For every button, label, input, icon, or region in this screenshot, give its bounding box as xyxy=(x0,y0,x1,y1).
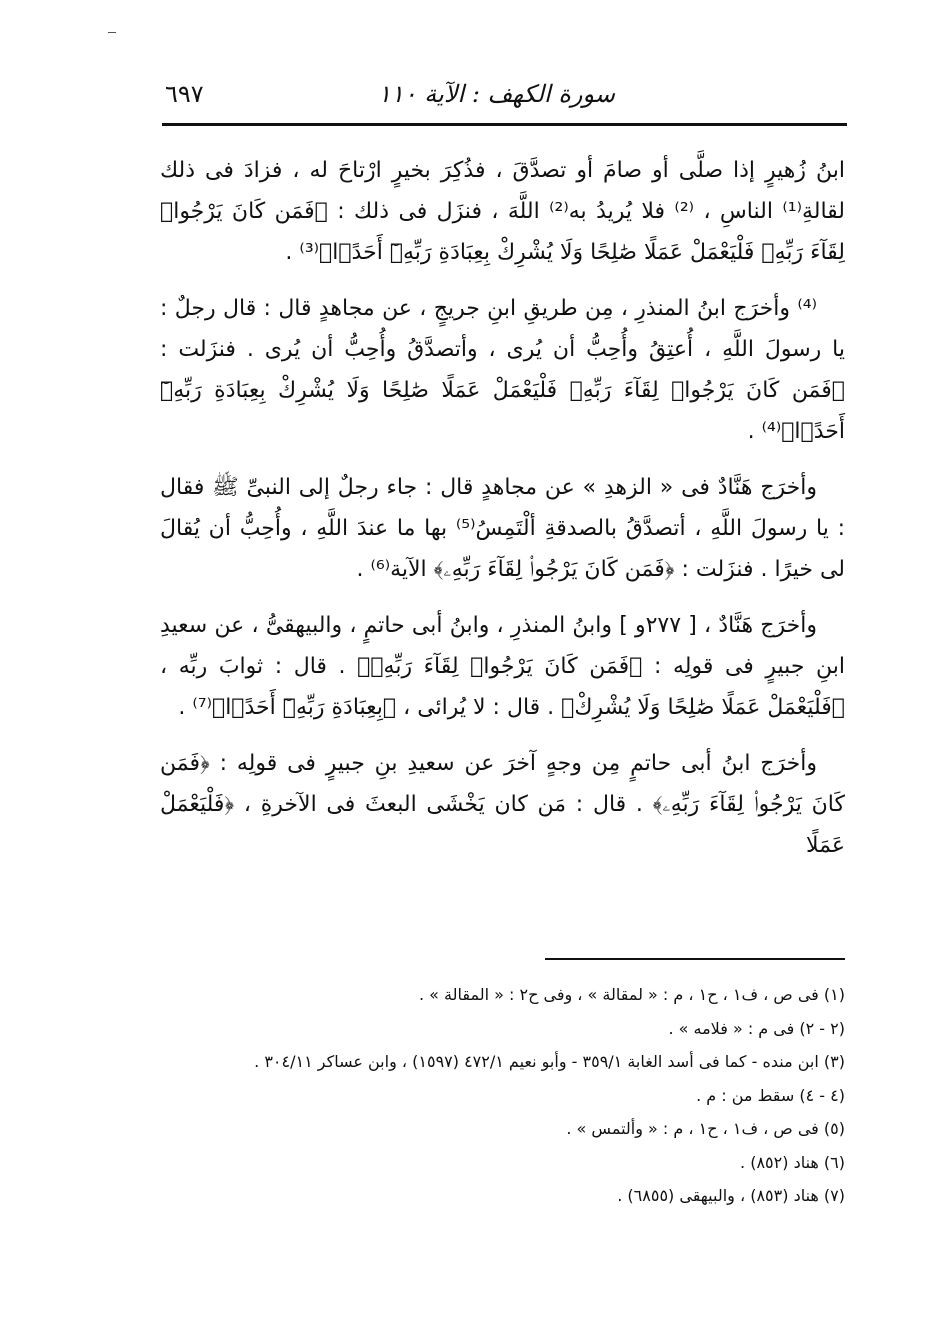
footnote: (٦) هناد (٨٥٢) . xyxy=(740,1152,845,1172)
footnotes xyxy=(150,978,845,1213)
running-title: سورة الكهف : الآية ١١٠ xyxy=(378,80,615,108)
footnote: (١) فى ص ، ف١ ، ح١ ، م : « لمقالة » ، وفى ح٢ : « المقالة » . xyxy=(418,985,845,1004)
paragraph: ابنُ زُهيرٍ إذا صلَّى أو صامَ أو تصدَّقَ ، فذُكِرَ بخيرٍ ارْتاحَ له ، فزادَ فى ذلك لقالةِ⁽¹⁾ الناسِ ، ⁽²⁾ فلا يُريدُ به⁽²⁾ اللَّهَ ، فنزَل فى ذلك : ﴿فَمَن كَانَ يَرْجُوا۟ لِقَآءَ رَبِّهِۦ فَلْيَعْمَلْ عَمَلًا صَٰلِحًا وَلَا يُشْرِكْ بِعِبَادَةِ رَبِّهِۦٓ أَحَدًۢا﴾⁽³⁾ . xyxy=(160,158,846,265)
paragraph: ⁽⁴⁾ وأخرَج ابنُ المنذرِ ، مِن طريقِ ابنِ جريجٍ ، عن مجاهدٍ قال : قال رجلٌ : يا رسولَ اللَّهِ ، أُعتِقُ وأُحِبُّ أن يُرى ، وأتصدَّقُ وأُحِبُّ أن يُرى . فنزَلت : ﴿فَمَن كَانَ يَرْجُوا۟ لِقَآءَ رَبِّهِۦ فَلْيَعْمَلْ عَمَلًا صَٰلِحًا وَلَا يُشْرِكْ بِعِبَادَةِ رَبِّهِۦٓ أَحَدًۢا﴾⁽⁴⁾ . xyxy=(160,296,845,444)
footnote: (٢ - ٢) فى م : « فلامه » . xyxy=(668,1018,845,1038)
running-header xyxy=(165,76,845,116)
footnote: (٤ - ٤) سقط من : م . xyxy=(696,1085,845,1105)
paragraph: وأخرَج هَنَّادٌ فى « الزهدِ » عن مجاهدٍ قال : جاء رجلٌ إلى النبىِّ ﷺ فقال : يا رسولَ اللَّهِ ، أتصدَّقُ بالصدقةِ ألْتَمِسُ⁽⁵⁾ بها ما عندَ اللَّهِ ، وأُحِبُّ أن يُقالَ لى خيرًا . فنزَلت : ﴿فَمَن كَانَ يَرْجُوا۟ لِقَآءَ رَبِّهِۦ﴾ الآية⁽⁶⁾ . xyxy=(160,475,845,582)
header-rule xyxy=(162,123,847,126)
page-number: ٦٩٧ xyxy=(165,80,204,108)
scan-mark xyxy=(108,32,116,33)
footnote: (٣) ابن منده - كما فى أسد الغابة ٣٥٩/١ - وأبو نعيم ٤٧٢/١ (١٥٩٧) ، وابن عساكر ٣٠٤/١١ . xyxy=(254,1052,845,1071)
footnote-rule xyxy=(545,958,845,960)
paragraph: وأخرَج ابنُ أبى حاتمٍ مِن وجهٍ آخرَ عن سعيدِ بنِ جبيرٍ فى قولِه : ﴿فَمَن كَانَ يَرْجُوا۟ لِقَآءَ رَبِّهِۦ﴾ . قال : مَن كان يَخْشَى البعثَ فى الآخرةِ ، ﴿فَلْيَعْمَلْ عَمَلًا xyxy=(160,751,845,858)
main-text xyxy=(160,150,845,881)
footnote: (٧) هناد (٨٥٣) ، والبيهقى (٦٨٥٥) . xyxy=(617,1186,845,1205)
paragraph: وأخرَج هَنَّادٌ ، [ ٢٧٧و ] وابنُ المنذرِ ، وابنُ أبى حاتمٍ ، والبيهقىُّ ، عن سعيدِ ابنِ جبيرٍ فى قولِه : ﴿فَمَن كَانَ يَرْجُوا۟ لِقَآءَ رَبِّهِۦ﴾ . قال : ثوابَ ربِّه ، ﴿فَلْيَعْمَلْ عَمَلًا صَٰلِحًا وَلَا يُشْرِكْ﴾ . قال : لا يُرائى ، ﴿بِعِبَادَةِ رَبِّهِۦٓ أَحَدًۢا﴾⁽⁷⁾ . xyxy=(160,613,845,720)
footnote: (٥) فى ص ، ف١ ، ح١ ، م : « وألتمس » . xyxy=(566,1119,845,1138)
